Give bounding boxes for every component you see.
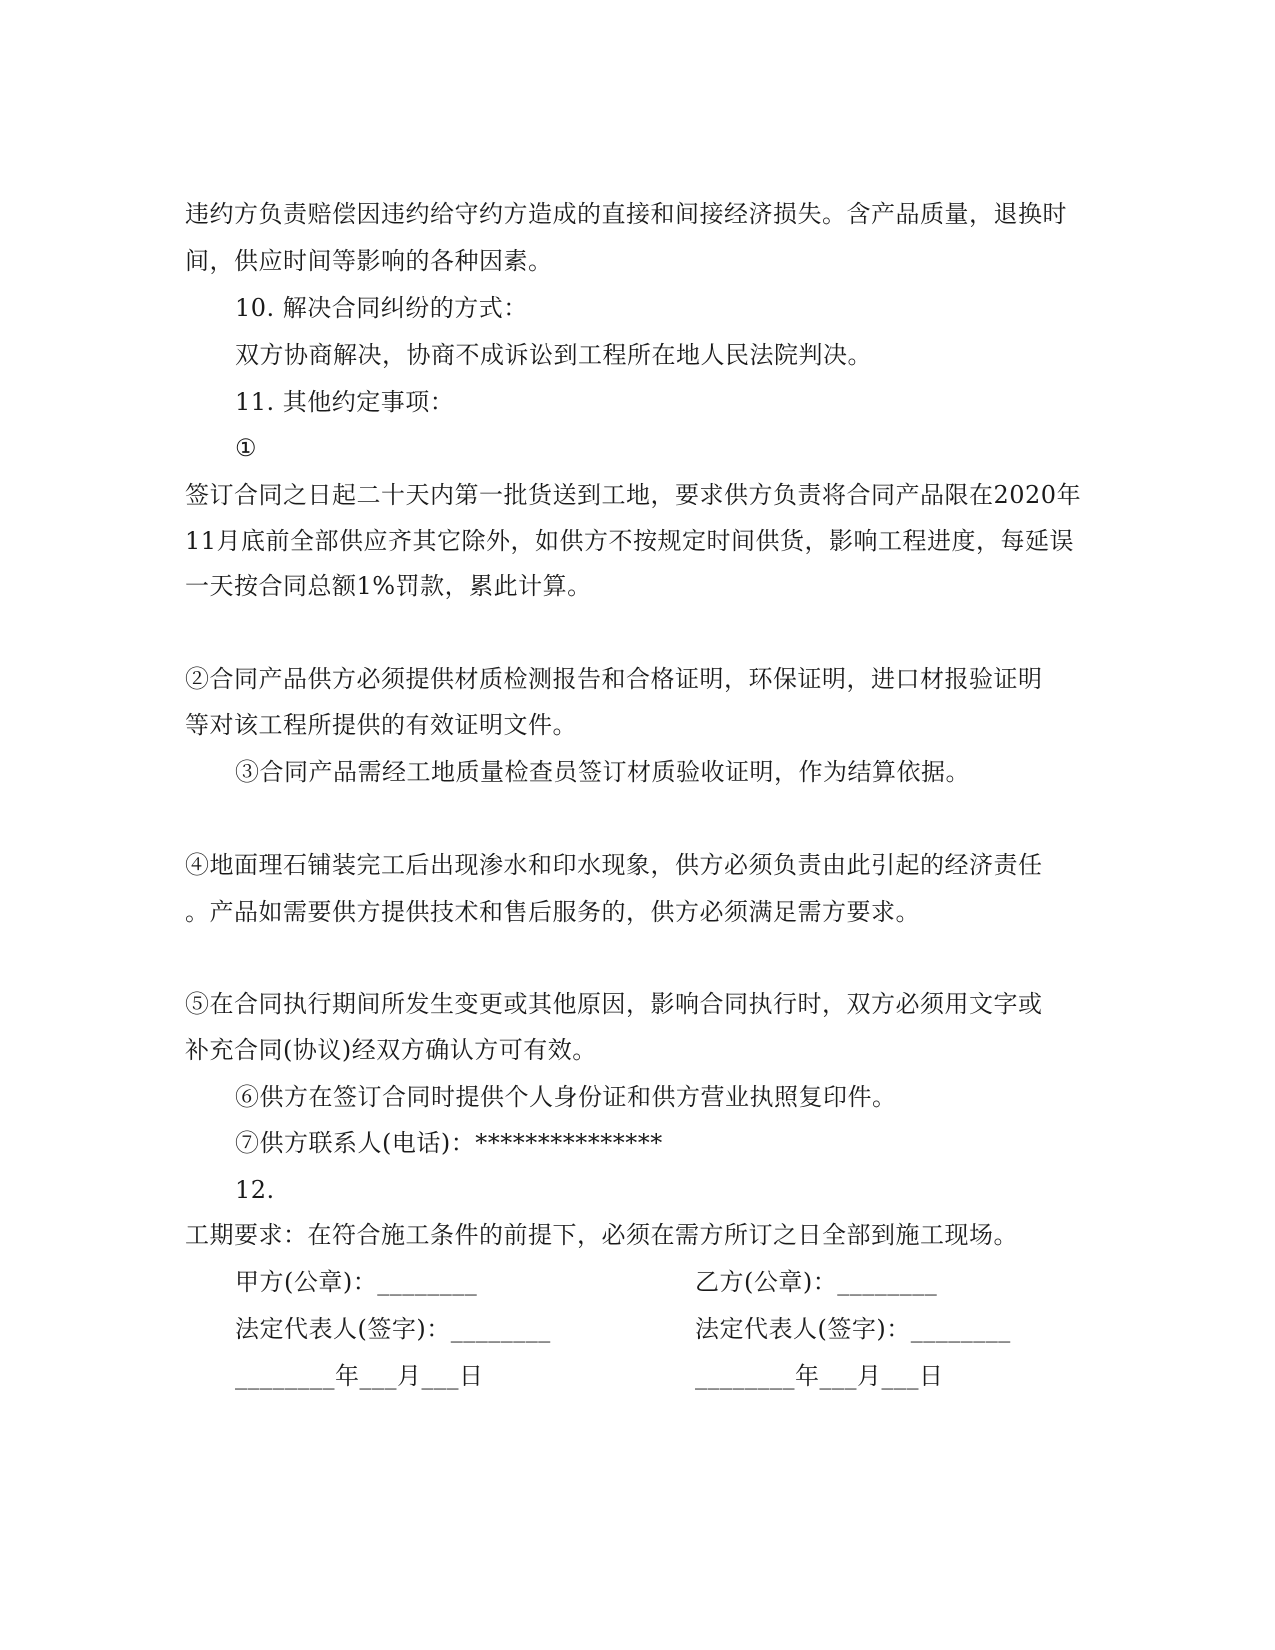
paragraph-line: 11月底前全部供应齐其它除外，如供方不按规定时间供货，影响工程进度，每延误 — [185, 527, 1075, 555]
contact-line: ⑦供方联系人(电话)：*************** — [235, 1129, 663, 1157]
party-b-date: ________年___月___日 — [695, 1362, 944, 1390]
paragraph-line: 工期要求：在符合施工条件的前提下，必须在需方所订之日全部到施工现场。 — [185, 1221, 1018, 1249]
paragraph-line: 签订合同之日起二十天内第一批货送到工地，要求供方负责将合同产品限在2020年 — [185, 481, 1082, 509]
paragraph-line: 违约方负责赔偿因违约给守约方造成的直接和间接经济损失。含产品质量，退换时 — [185, 200, 1067, 228]
paragraph-line: ②合同产品供方必须提供材质检测报告和合格证明，环保证明，进口材报验证明 — [185, 665, 1043, 693]
party-b-seal: 乙方(公章)：________ — [695, 1268, 938, 1296]
section-heading-10: 10. 解决合同纠纷的方式： — [235, 294, 528, 322]
party-a-seal: 甲方(公章)：________ — [235, 1268, 478, 1296]
paragraph-line: 。产品如需要供方提供技术和售后服务的，供方必须满足需方要求。 — [185, 898, 920, 926]
item-marker-1: ① — [235, 434, 258, 462]
paragraph-line: ④地面理石铺装完工后出现渗水和印水现象，供方必须负责由此引起的经济责任 — [185, 851, 1043, 879]
section-heading-12: 12. — [235, 1176, 275, 1204]
section-heading-11: 11. 其他约定事项： — [235, 388, 455, 416]
paragraph-line: ③合同产品需经工地质量检查员签订材质验收证明，作为结算依据。 — [235, 758, 970, 786]
paragraph-line: 双方协商解决，协商不成诉讼到工程所在地人民法院判决。 — [235, 341, 872, 369]
party-a-date: ________年___月___日 — [235, 1362, 484, 1390]
paragraph-line: 一天按合同总额1%罚款，累此计算。 — [185, 572, 592, 600]
paragraph-line: 间，供应时间等影响的各种因素。 — [185, 247, 553, 275]
paragraph-line: ⑤在合同执行期间所发生变更或其他原因，影响合同执行时，双方必须用文字或 — [185, 990, 1043, 1018]
party-a-representative: 法定代表人(签字)：________ — [235, 1315, 551, 1343]
party-b-representative: 法定代表人(签字)：________ — [695, 1315, 1011, 1343]
paragraph-line: 补充合同(协议)经双方确认方可有效。 — [185, 1036, 597, 1064]
paragraph-line: ⑥供方在签订合同时提供个人身份证和供方营业执照复印件。 — [235, 1083, 897, 1111]
paragraph-line: 等对该工程所提供的有效证明文件。 — [185, 711, 577, 739]
